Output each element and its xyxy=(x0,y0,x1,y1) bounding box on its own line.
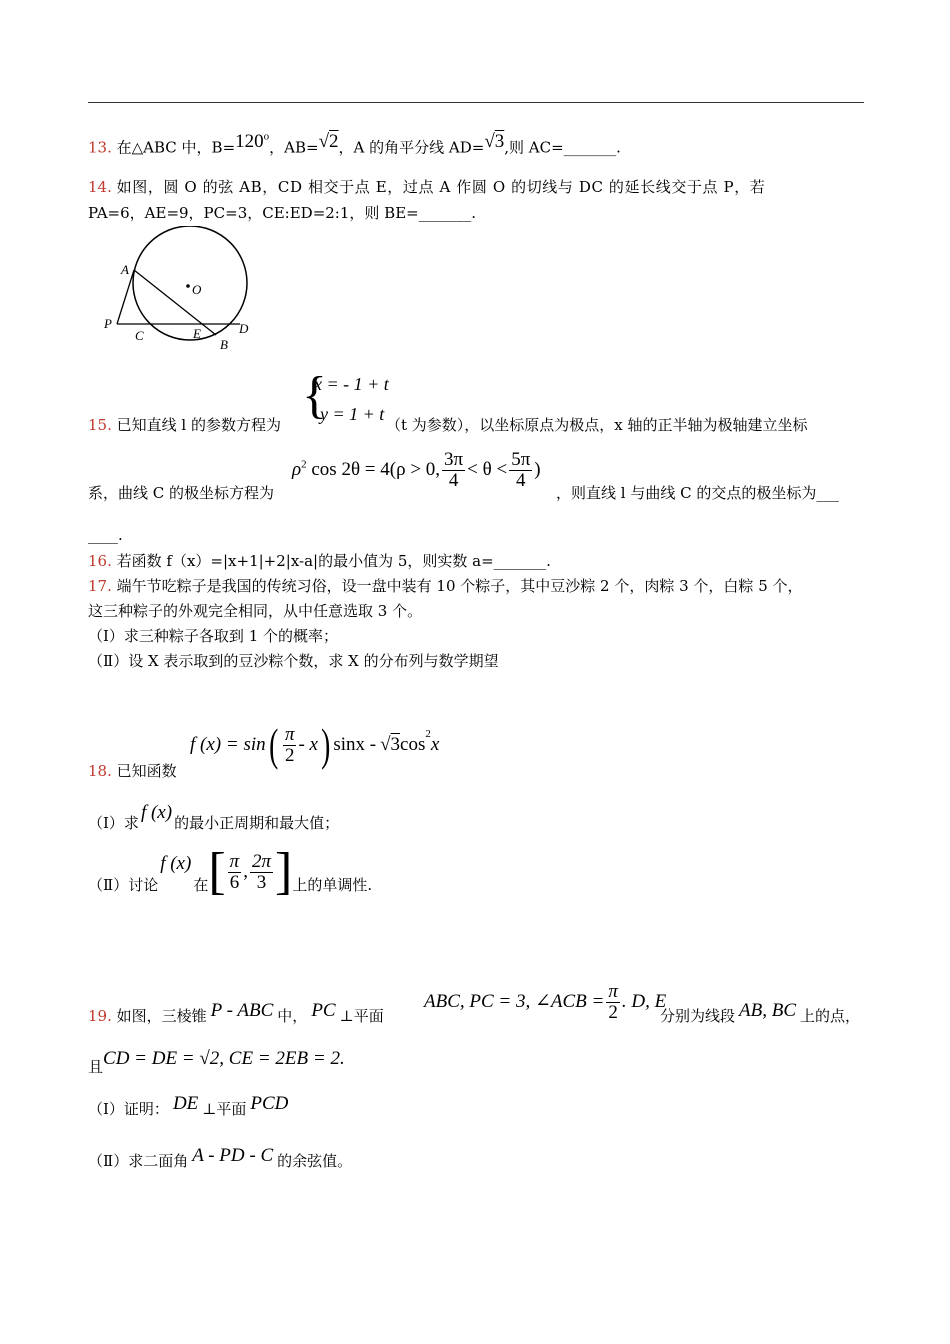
q13-text-2: ，AB= xyxy=(269,138,319,157)
q18-function: f (x) = sin ( $\frac{\pi}{2}$ - x ) sinx - √3 cos $^2$ x xyxy=(190,719,440,770)
q16-text: 若函数 f（x）=|x+1|+2|x-a|的最小值为 5，则实数 a=_______. xyxy=(116,552,551,570)
q18-part-1: （Ⅰ）求 f (x) 的最小正周期和最大值； xyxy=(88,802,340,832)
label-c: C xyxy=(135,328,144,343)
q15-polar-equation: $\rho^2$ cos 2θ = 4(ρ > 0, $\frac{3\pi}{4}$ < θ < $\frac{5\pi}{4}$ ) xyxy=(292,449,541,491)
q19-part-2: （Ⅱ）求二面角 A - PD - C 的余弦值。 xyxy=(88,1145,353,1170)
q18-part-2: （Ⅱ）讨论 f (x) 在 [ $\frac{\pi}{6}$ , $\frac{2\pi}{3}$ ] 上的单调性. xyxy=(88,843,373,900)
q19-condition: ABC, PC = 3, ∠ACB = $\frac{\pi}{2}$ . D, E xyxy=(424,981,667,1023)
q17-text-1: 端午节吃粽子是我国的传统习俗，设一盘中装有 10 个粽子，其中豆沙粽 2 个，肉粽 3 个，白粽 5 个， xyxy=(116,577,803,595)
q13-sqrt3: √3 xyxy=(484,131,505,153)
question-15-line-1 xyxy=(88,416,281,434)
q18-interval: [ $\frac{\pi}{6}$ , $\frac{2\pi}{3}$ ] xyxy=(208,843,293,900)
q13-degree: o xyxy=(263,131,270,143)
tangent-pa xyxy=(117,270,134,324)
circle-figure xyxy=(100,226,260,352)
q15-text-2: （t 为参数），以坐标原点为极点，x 轴的正半轴为极轴建立坐标 xyxy=(386,416,808,434)
label-a: A xyxy=(121,262,129,277)
question-number: 18. xyxy=(88,762,112,780)
question-13 xyxy=(88,131,621,159)
question-number: 14. xyxy=(88,178,112,196)
q13-text-1: 在△ABC 中，B= xyxy=(116,138,236,157)
q17-part-1: （Ⅰ）求三种粽子各取到 1 个的概率； xyxy=(88,627,339,645)
question-number: 17. xyxy=(88,577,112,595)
q15-frac-1: $\frac{3\pi}{4}$ xyxy=(444,449,464,491)
q18-intro: 已知函数 xyxy=(116,762,177,780)
chord-ab xyxy=(134,270,216,335)
q13-sqrt2: √2 xyxy=(318,131,339,153)
q19-text-tail: 分别为线段 AB, BC 上的点， xyxy=(660,1000,861,1025)
question-number: 19. xyxy=(88,1007,112,1025)
label-d: D xyxy=(239,321,249,336)
question-17-line-1 xyxy=(88,577,803,595)
q15-text-5: ____. xyxy=(88,526,123,544)
question-number: 16. xyxy=(88,552,112,570)
question-number: 13. xyxy=(88,138,112,157)
question-18 xyxy=(88,762,177,780)
q17-text-2: 这三种粽子的外观完全相同，从中任意选取 3 个。 xyxy=(88,602,423,620)
question-number: 15. xyxy=(88,416,112,434)
q15-text-3: 系，曲线 C 的极坐标方程为 xyxy=(88,484,275,502)
q15-system-x: x = - 1 + t xyxy=(314,374,389,394)
q15-text-4: ，则直线 l 与曲线 C 的交点的极坐标为___ xyxy=(556,484,839,502)
question-19-line-2: 且CD = DE = √2, CE = 2EB = 2. xyxy=(88,1048,345,1076)
question-19-line-1: 19. 如图，三棱锥 P - ABC 中， PC ⊥平面 xyxy=(88,1000,384,1025)
q13-text-3: ，A 的角平分线 AD= xyxy=(338,138,485,157)
q19-part-1: （Ⅰ）证明： DE ⊥平面 PCD xyxy=(88,1093,289,1118)
q15-system-y: y = 1 + t xyxy=(320,404,385,424)
label-p: P xyxy=(104,316,112,331)
q14-text-2: PA=6，AE=9，PC=3，CE:ED=2:1，则 BE=_______. xyxy=(88,204,476,222)
label-b: B xyxy=(220,337,228,352)
q15-frac-2: $\frac{5\pi}{4}$ xyxy=(511,449,531,491)
label-o: O xyxy=(192,282,202,297)
question-14-line-2 xyxy=(88,204,476,222)
q13-angle: 120 xyxy=(235,131,264,153)
header-rule xyxy=(88,102,864,103)
q15-text-1: 已知直线 l 的参数方程为 xyxy=(116,416,281,434)
question-14-line-1 xyxy=(88,178,765,196)
label-e: E xyxy=(193,326,201,341)
q17-part-2: （Ⅱ）设 X 表示取到的豆沙粽个数，求 X 的分布列与数学期望 xyxy=(88,652,499,670)
q15-brace: { xyxy=(302,367,327,424)
question-16 xyxy=(88,552,551,570)
center-point xyxy=(186,284,190,288)
q14-text-1: 如图，圆 O 的弦 AB，CD 相交于点 E，过点 A 作圆 O 的切线与 DC 的延长线交于点 P，若 xyxy=(116,178,766,196)
q13-text-4: ,则 AC=_______. xyxy=(504,138,621,157)
